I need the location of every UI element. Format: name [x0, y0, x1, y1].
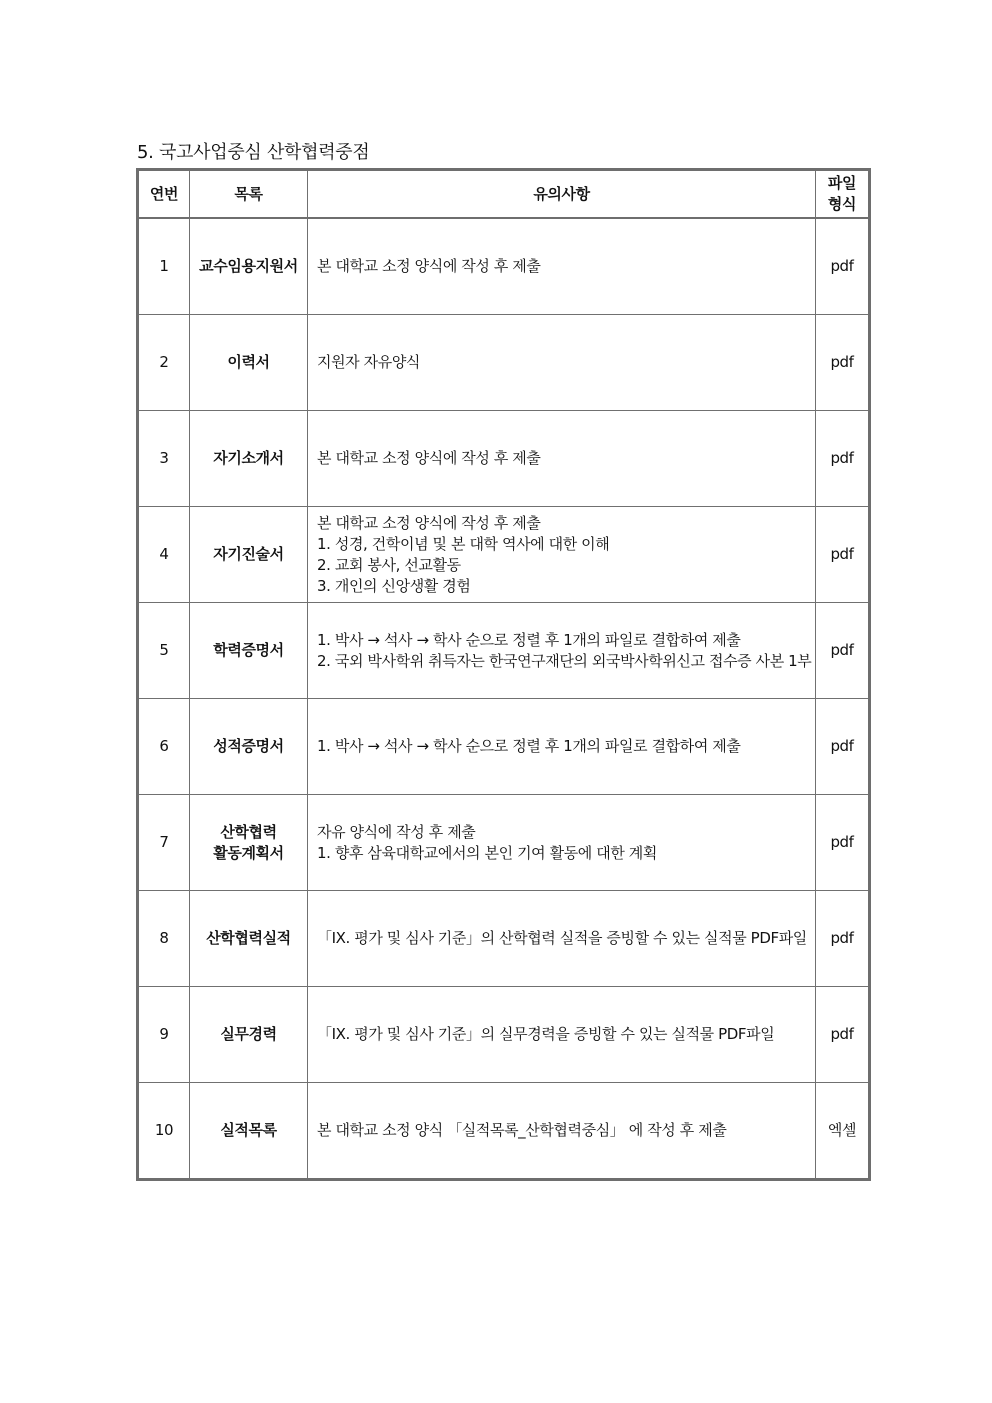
row-number: 4 — [138, 507, 190, 603]
document-name-line: 이력서 — [227, 353, 270, 371]
note-line: 「IX. 평가 및 심사 기준」의 산학협력 실적을 증빙할 수 있는 실적물 PDF파일 — [317, 929, 807, 947]
row-number: 8 — [138, 891, 190, 987]
document-notes — [308, 987, 816, 1083]
document-notes — [308, 795, 816, 891]
note-line: 3. 개인의 신앙생활 경험 — [317, 576, 471, 595]
file-format: pdf — [816, 507, 870, 603]
note-line: 1. 향후 삼육대학교에서의 본인 기여 활동에 대한 계획 — [317, 843, 657, 862]
note-line: 본 대학교 소정 양식에 작성 후 제출 — [317, 257, 541, 275]
file-format: pdf — [816, 218, 870, 315]
table-row — [138, 411, 870, 507]
table-body — [138, 218, 870, 1180]
row-number: 3 — [138, 411, 190, 507]
table-row — [138, 891, 870, 987]
table-header — [138, 170, 870, 219]
header-no: 연번 — [138, 170, 190, 219]
header-name: 목록 — [190, 170, 308, 219]
document-name — [190, 218, 308, 315]
note-line: 1. 성경, 건학이념 및 본 대학 역사에 대한 이해 — [317, 534, 610, 553]
table-row — [138, 795, 870, 891]
row-number: 10 — [138, 1083, 190, 1180]
file-format: pdf — [816, 987, 870, 1083]
note-line: 2. 국외 박사학위 취득자는 한국연구재단의 외국박사학위신고 접수증 사본 1부 — [317, 651, 812, 670]
document-name-line: 실적목록 — [220, 1121, 277, 1139]
document-name-line: 실무경력 — [220, 1025, 277, 1043]
note-line: 본 대학교 소정 양식에 작성 후 제출 — [317, 513, 541, 532]
document-name — [190, 699, 308, 795]
file-format: pdf — [816, 315, 870, 411]
row-number: 6 — [138, 699, 190, 795]
document-name-line: 산학협력 — [220, 822, 277, 841]
note-line: 2. 교회 봉사, 선교활동 — [317, 555, 461, 574]
document-name-line: 학력증명서 — [213, 641, 284, 659]
document-notes — [308, 411, 816, 507]
header-format — [816, 170, 870, 219]
file-format: pdf — [816, 411, 870, 507]
table-row — [138, 315, 870, 411]
file-format: pdf — [816, 603, 870, 699]
note-line: 자유 양식에 작성 후 제출 — [317, 822, 476, 841]
row-number: 5 — [138, 603, 190, 699]
file-format: pdf — [816, 891, 870, 987]
file-format: pdf — [816, 699, 870, 795]
document-name-line: 교수임용지원서 — [199, 257, 298, 275]
document-name-line: 산학협력실적 — [206, 929, 291, 947]
document-name-line: 성적증명서 — [213, 737, 284, 755]
document-name-line: 활동계획서 — [213, 843, 284, 862]
header-row — [138, 170, 870, 219]
table-row — [138, 987, 870, 1083]
note-line: 본 대학교 소정 양식 「실적목록_산학협력중심」 에 작성 후 제출 — [317, 1121, 727, 1139]
note-line: 1. 박사 → 석사 → 학사 순으로 정렬 후 1개의 파일로 결합하여 제출 — [317, 737, 741, 755]
document-notes — [308, 603, 816, 699]
document-notes — [308, 507, 816, 603]
note-line: 1. 박사 → 석사 → 학사 순으로 정렬 후 1개의 파일로 결합하여 제출 — [317, 630, 741, 649]
row-number: 9 — [138, 987, 190, 1083]
document-notes — [308, 315, 816, 411]
header-format-line1: 파일 — [827, 174, 857, 192]
file-format: 엑셀 — [816, 1083, 870, 1180]
table-row — [138, 507, 870, 603]
document-notes — [308, 891, 816, 987]
document-name-line: 자기진술서 — [213, 545, 284, 563]
document-name-line: 자기소개서 — [213, 449, 284, 467]
table-row — [138, 603, 870, 699]
row-number: 7 — [138, 795, 190, 891]
document-name — [190, 1083, 308, 1180]
header-note: 유의사항 — [308, 170, 816, 219]
document-name — [190, 987, 308, 1083]
submission-documents-table — [136, 168, 871, 1181]
document-notes — [308, 1083, 816, 1180]
table-row — [138, 1083, 870, 1180]
note-line: 본 대학교 소정 양식에 작성 후 제출 — [317, 449, 541, 467]
document-name — [190, 411, 308, 507]
note-line: 지원자 자유양식 — [317, 353, 420, 371]
row-number: 1 — [138, 218, 190, 315]
table-row — [138, 218, 870, 315]
document-name — [190, 315, 308, 411]
document-name — [190, 603, 308, 699]
document-name — [190, 795, 308, 891]
table-row — [138, 699, 870, 795]
file-format: pdf — [816, 795, 870, 891]
document-notes — [308, 218, 816, 315]
row-number: 2 — [138, 315, 190, 411]
document-name — [190, 507, 308, 603]
header-format-line2: 형식 — [827, 195, 857, 213]
section-title: 5. 국고사업중심 산학협력중점 — [137, 142, 370, 163]
document-notes — [308, 699, 816, 795]
note-line: 「IX. 평가 및 심사 기준」의 실무경력을 증빙할 수 있는 실적물 PDF파일 — [317, 1025, 775, 1043]
document-name — [190, 891, 308, 987]
